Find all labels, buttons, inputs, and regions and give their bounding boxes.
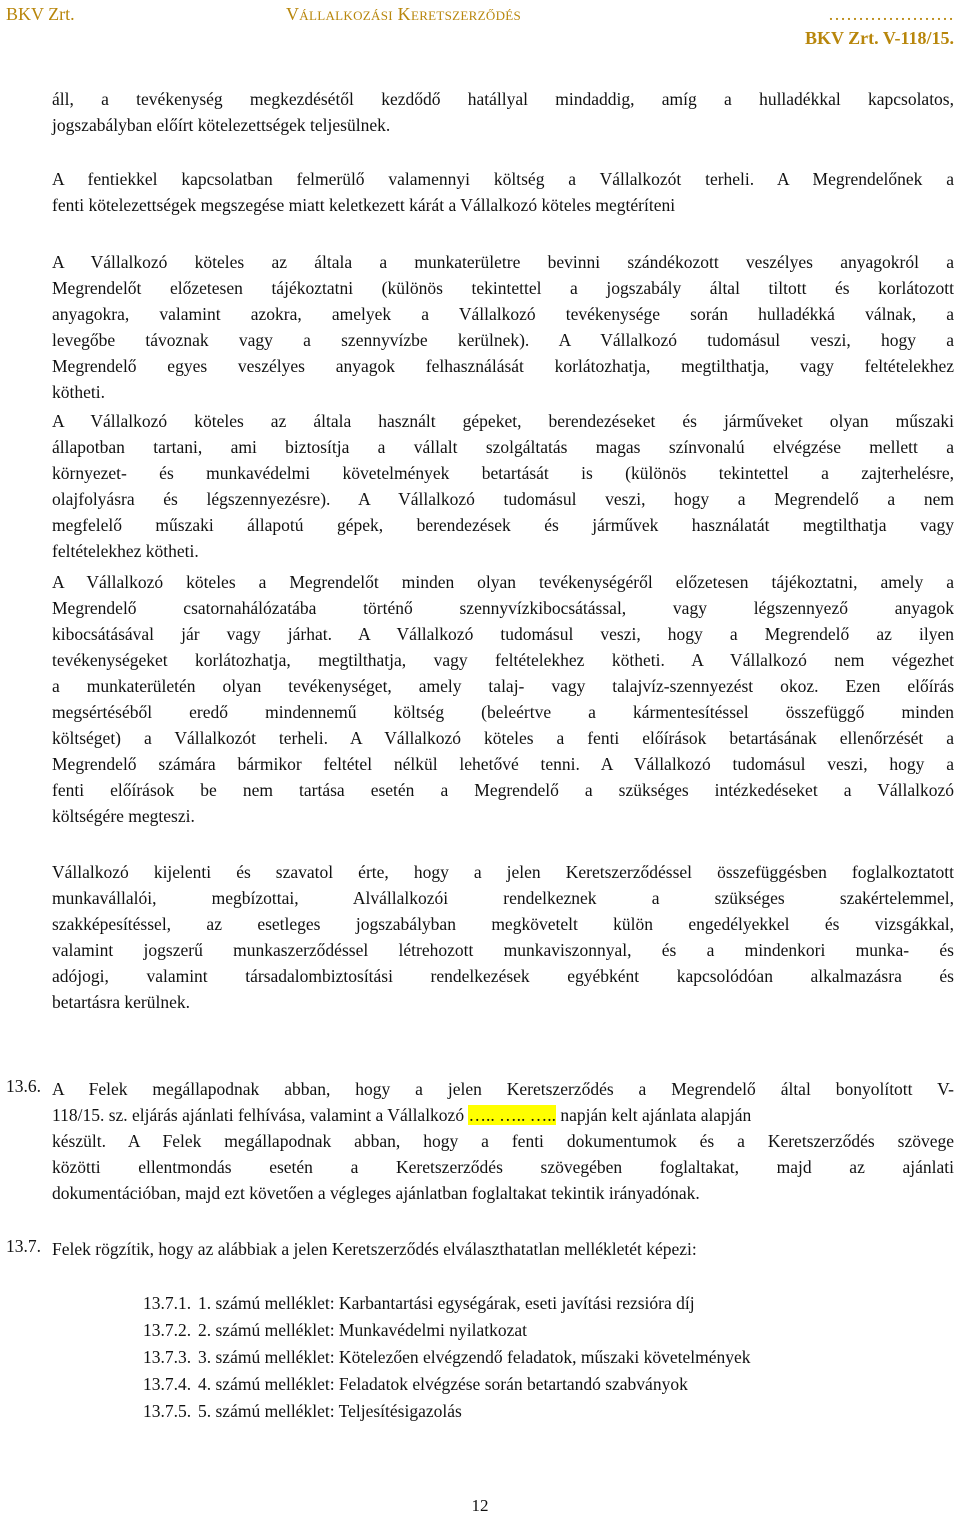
- list-item: [143, 1398, 751, 1425]
- text-line: fenti kötelezettségek megszegése miatt keletkezett kárát a Vállalkozó köteles megtéríteni: [52, 195, 676, 215]
- list-item-text: 1. számú melléklet: Karbantartási egységárak, eseti javítási rezsióra díj: [198, 1293, 695, 1313]
- header-placeholder-dots: …………………: [828, 4, 954, 24]
- text-line: betartásra kerülnek.: [52, 992, 190, 1012]
- text-line: A Vállalkozó köteles az általa használt gépeket, berendezéseket és járműveket olyan műszaki: [52, 411, 954, 431]
- text-line: Megrendelőt előzetesen tájékoztatni (különös tekintettel a jogszabály által tiltott és korlátozott: [52, 278, 954, 298]
- text-line: költséget) a Vállalkozót terheli. A Vállalkozó köteles a fenti előírások betartásának ellenőrzését a: [52, 728, 954, 748]
- list-item-text: 5. számú melléklet: Teljesítésigazolás: [198, 1401, 462, 1421]
- list-item: [143, 1290, 751, 1317]
- paragraph-costs: [52, 166, 954, 218]
- text-line: Felek rögzítik, hogy az alábbiak a jelen Keretszerződés elválaszthatatlan mellékletét képezi:: [52, 1239, 697, 1259]
- text-line: a munkaterületén olyan tevékenységet, amely talaj- vagy talajvíz-szennyezést okoz. Ezen előírás: [52, 676, 954, 696]
- text-line: Megrendelő egyes veszélyes anyagok felhasználását korlátozhatja, megtilthatja, vagy feltételekhez: [52, 356, 954, 376]
- text-line: olajfolyásra és légszennyezésre). A Vállalkozó tudomásul veszi, hogy a Megrendelő a nem: [52, 489, 954, 509]
- list-item-number: 13.7.5.: [143, 1401, 192, 1421]
- text-line: megfelelő műszaki állapotú gépek, berendezések és járművek használatát megtilthatja vagy: [52, 515, 954, 535]
- paragraph-employees: [52, 859, 954, 1015]
- text-line: környezet- és munkavédelmi követelmények betartását is (különös tekintettel a zajterhelésre,: [52, 463, 954, 483]
- text-line: anyagokra, valamint azokra, amelyek a Vállalkozó tevékenysége során hulladékká válnak, a: [52, 304, 954, 324]
- text-line: A fentiekkel kapcsolatban felmerülő valamennyi költség a Vállalkozót terheli. A Megrendelőnek a: [52, 169, 954, 189]
- list-item-number: 13.7.4.: [143, 1374, 192, 1394]
- list-item: [143, 1371, 751, 1398]
- list-item-text: 3. számú melléklet: Kötelezően elvégzendő feladatok, műszaki követelmények: [198, 1347, 751, 1367]
- text-line: levegőbe távoznak vagy a szennyvízbe kerülnek). A Vállalkozó tudomásul veszi, hogy a: [52, 330, 954, 350]
- section-13-7-number: 13.7.: [6, 1236, 41, 1256]
- text-line: Megrendelő csatornahálózatába történő szennyvízkibocsátással, vagy légszennyező anyagok: [52, 598, 954, 618]
- text-line: munkavállalói, megbízottai, Alvállalkozói rendelkeznek a szükséges szakértelemmel,: [52, 888, 954, 908]
- text-line: dokumentációban, majd ezt követően a végleges ajánlatban foglaltakat tekintik irányadónak.: [52, 1183, 700, 1203]
- text-line: jogszabályban előírt kötelezettségek teljesülnek.: [52, 115, 391, 135]
- text-line: A Vállalkozó köteles a Megrendelőt minden olyan tevékenységéről előzetesen tájékoztatni, amely a: [52, 572, 954, 592]
- list-item: [143, 1317, 751, 1344]
- text-line: fenti előírások be nem tartása esetén a Megrendelő a szükséges intézkedéseket a Vállalkozó: [52, 780, 954, 800]
- list-item-text: 2. számú melléklet: Munkavédelmi nyilatkozat: [198, 1320, 528, 1340]
- list-item-text: 4. számú melléklet: Feladatok elvégzése során betartandó szabványok: [198, 1374, 688, 1394]
- text-line: Megrendelő számára bármikor feltétel nélkül lehetővé tenni. A Vállalkozó tudomásul veszi, hogy a: [52, 754, 954, 774]
- paragraph-waste-obligations: [52, 86, 954, 138]
- text-line-with-highlight: [52, 1102, 954, 1128]
- text-line: áll, a tevékenység megkezdésétől kezdődő hatállyal mindaddig, amíg a hulladékkal kapcsolatos,: [52, 89, 954, 109]
- section-13-7-text: [52, 1236, 954, 1262]
- paragraph-hazardous-materials: [52, 249, 954, 405]
- text-line: szakképesítéssel, az esetleges jogszabályban megkövetelt külön engedélyekkel és vizsgákkal,: [52, 914, 954, 934]
- list-item-number: 13.7.1.: [143, 1293, 192, 1313]
- section-13-6-number: 13.6.: [6, 1076, 41, 1096]
- list-item-number: 13.7.2.: [143, 1320, 192, 1340]
- header-reference-number: BKV Zrt. V-118/15.: [804, 28, 954, 48]
- header-document-title: Vállalkozási Keretszerződés: [286, 4, 522, 24]
- highlighted-date-placeholder: ….. ….. …..: [468, 1105, 556, 1125]
- text-line: készült. A Felek megállapodnak abban, hogy a fenti dokumentumok és a Keretszerződés szövege: [52, 1131, 954, 1151]
- text-line: kötheti.: [52, 382, 105, 402]
- text-line: A Vállalkozó köteles az általa a munkaterületre bevinni szándékozott veszélyes anyagokról a: [52, 252, 954, 272]
- section-13-6-text: [52, 1076, 954, 1206]
- text-line: állapotban tartani, ami biztosítja a vállalt szolgáltatás magas színvonalú elvégzése mellett a: [52, 437, 954, 457]
- paragraph-environmental: [52, 569, 954, 829]
- text-line: költségére megteszi.: [52, 806, 195, 826]
- page-number: 12: [471, 1496, 489, 1515]
- text-fragment: 118/15. sz. eljárás ajánlati felhívása, valamint a Vállalkozó: [52, 1105, 469, 1125]
- list-item: [143, 1344, 751, 1371]
- header-company: BKV Zrt.: [6, 4, 75, 24]
- text-line: valamint jogszerű munkaszerződéssel létrehozott munkaviszonnyal, és a mindenkori munka- és: [52, 940, 954, 960]
- text-line: Vállalkozó kijelenti és szavatol érte, hogy a jelen Keretszerződéssel összefüggésben foglalkoztatott: [52, 862, 954, 882]
- text-line: kibocsátásával jár vagy járhat. A Vállalkozó tudomásul veszi, hogy a Megrendelő az ilyen: [52, 624, 954, 644]
- text-fragment: napján kelt ajánlata alapján: [555, 1105, 752, 1125]
- annex-list: [143, 1290, 751, 1425]
- text-line: feltételekhez kötheti.: [52, 541, 199, 561]
- text-line: közötti ellentmondás esetén a Keretszerződés szövegében foglaltakat, majd az ajánlati: [52, 1157, 954, 1177]
- text-line: adójogi, valamint társadalombiztosítási rendelkezések egyébként kapcsolódóan alkalmazásra és: [52, 966, 954, 986]
- paragraph-machinery: [52, 408, 954, 564]
- list-item-number: 13.7.3.: [143, 1347, 192, 1367]
- text-line: A Felek megállapodnak abban, hogy a jelen Keretszerződés a Megrendelő által bonyolított V-: [52, 1079, 954, 1099]
- text-line: megsértéséből eredő mindennemű költség (beleértve a kármentesítéssel összefüggő minden: [52, 702, 954, 722]
- text-line: tevékenységeket korlátozhatja, megtilthatja, vagy feltételekhez kötheti. A Vállalkozó nem végezhet: [52, 650, 954, 670]
